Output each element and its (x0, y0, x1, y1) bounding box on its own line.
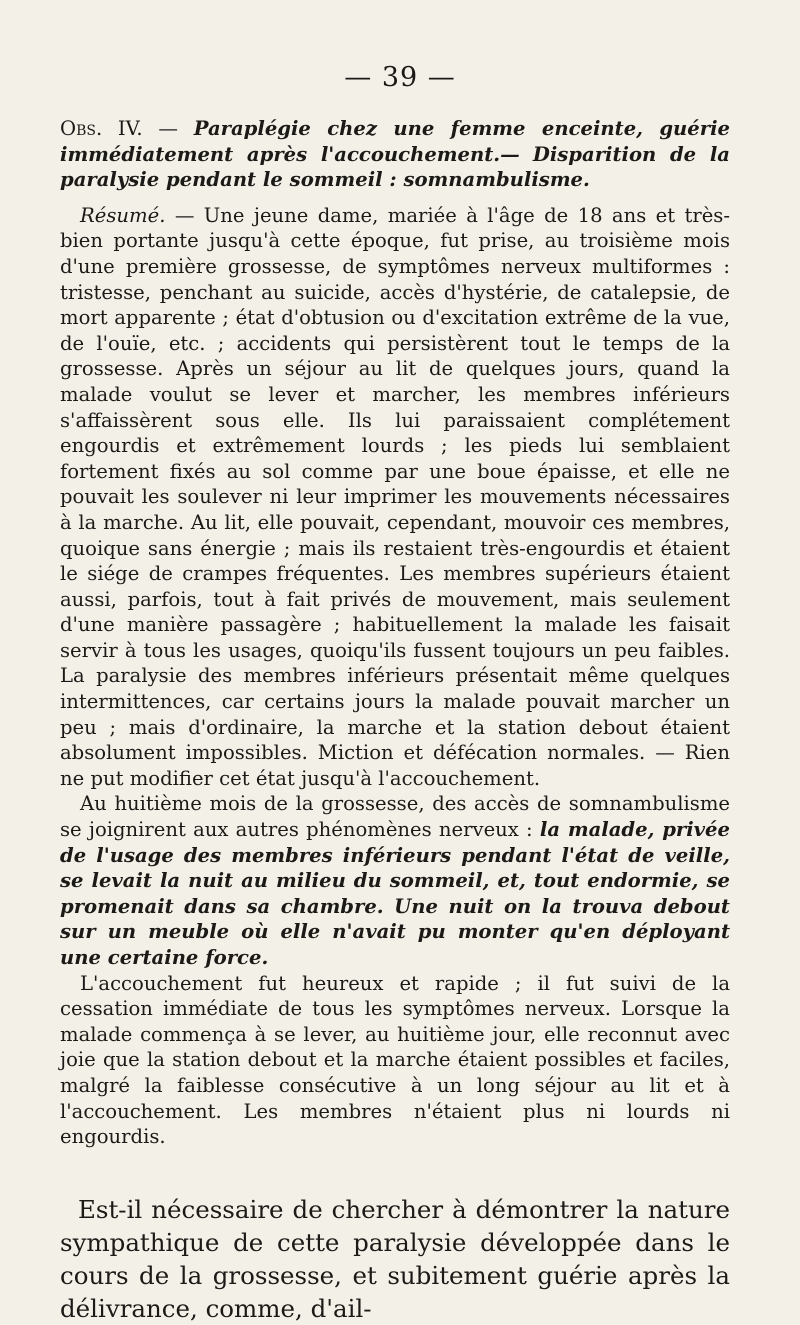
somnambulism-paragraph (60, 791, 730, 970)
delivery-paragraph: L'accouchement fut heureux et rapide ; il fut suivi de la cessation immédiate de tous les symptômes nerveux. Lorsque la malade commença à se lever, au huitième jour, elle reconnut avec joie que la station debout et la marche étaient possibles et faciles, malgré la faiblesse consécutive à un long séjour au lit et à l'accouchement. Les membres n'étaient plus ni lourds ni engourdis. (60, 971, 730, 1149)
page-number: — 39 — (344, 62, 456, 93)
observation-body (60, 116, 730, 1150)
observation-label: Obs. IV. — (60, 117, 178, 140)
resume-text: — Une jeune dame, mariée à l'âge de 18 ans et très-bien portante jusqu'à cette époque, fut prise, au troisième mois d'une première grossesse, de symptômes nerveux multiformes : tristesse, penchant au suicide, accès d'hystérie, de catalepsie, de mort apparente ; état d'obtusion ou d'excitation extrême de la vue, de l'ouïe, etc. ; accidents qui persistèrent tout le temps de la grossesse. Après un séjour au lit de quelques jours, quand la malade voulut se lever et marcher, les membres inférieurs s'affaissèrent sous elle. Ils lui paraissaient complétement engourdis et extrêmement lourds ; les pieds lui semblaient fortement fixés au sol comme par une boue épaisse, et elle ne pouvait les soulever ni leur imprimer les mouvements nécessaires à la marche. Au lit, elle pouvait, cependant, mouvoir ces membres, quoique sans énergie ; mais ils restaient très-engourdis et étaient le siége de crampes fréquentes. Les membres supérieurs étaient aussi, parfois, tout à fait privés de mouvement, mais seulement d'une manière passagère ; habituellement la malade les faisait servir à tous les usages, quoiqu'ils fussent toujours un peu faibles. La paralysie des membres inférieurs présentait même quelques intermittences, car certains jours la malade pouvait marcher un peu ; mais d'ordinaire, la marche et la station debout étaient absolument impossibles. Miction et défécation normales. — Rien ne put modifier cet état jusqu'à l'accouchement. (60, 203, 730, 790)
somnambulism-text: Au huitième mois de la grossesse, des accès de somnambulisme se joignirent aux autres phénomènes nerveux : (60, 792, 730, 842)
somnambulism-italic-text: la malade, privée de l'usage des membres inférieurs pendant l'état de veille, se levait la nuit au milieu du sommeil, et, tout endormie, se promenait dans sa chambre. Une nuit on la trouva debout sur un meuble où elle n'avait pu monter qu'en déployant une certaine force. (60, 818, 730, 969)
observation-title-1: Paraplégie chez une femme enceinte, guérie immédiatement après l'accouchement.— (60, 117, 730, 166)
observation-heading (60, 116, 730, 193)
resume-paragraph (60, 203, 730, 792)
resume-label: Résumé. (80, 203, 166, 227)
conclusion-paragraph: Est-il nécessaire de chercher à démontrer la nature sympathique de cette paralysie développée dans le cours de la grossesse, et subitement guérie après la délivrance, comme, d'ail- (60, 1194, 730, 1323)
observation-title-2: Disparition de la paralysie pendant le sommeil : somnambulisme. (60, 142, 730, 192)
